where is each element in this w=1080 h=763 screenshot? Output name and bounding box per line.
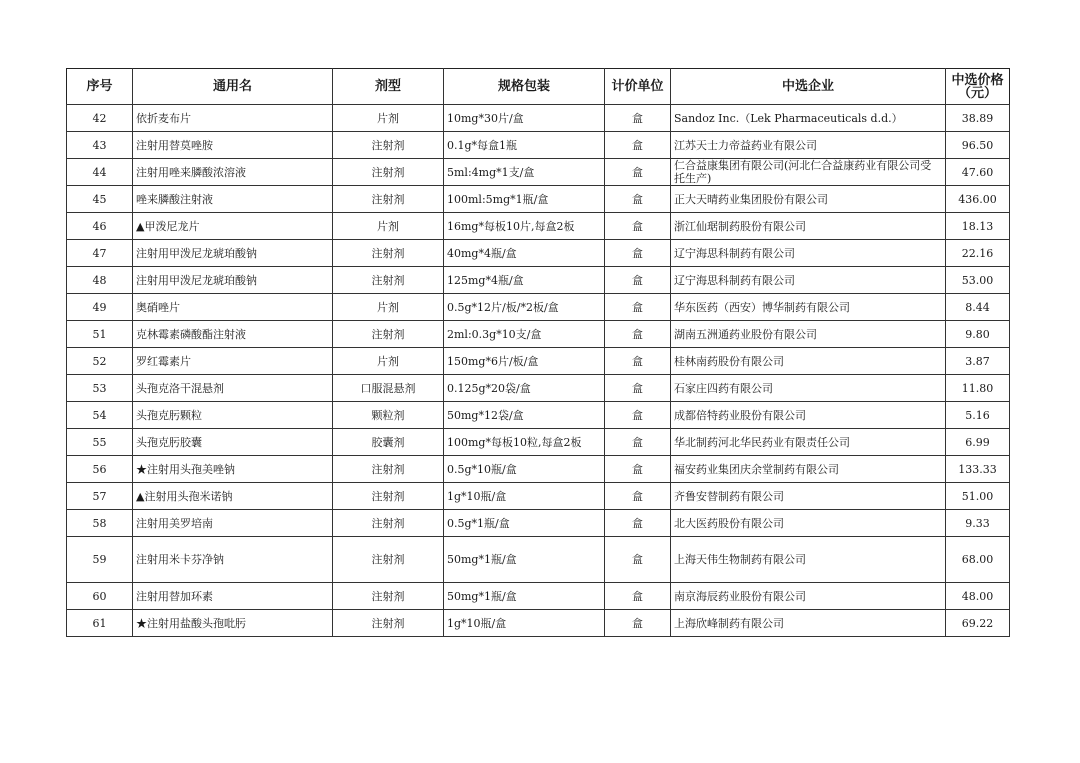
cell-dosage-form: 注射剂 <box>333 186 444 213</box>
cell-winning-enterprise: 福安药业集团庆余堂制药有限公司 <box>671 456 946 483</box>
cell-winning-enterprise: 上海欣峰制药有限公司 <box>671 610 946 637</box>
cell-generic-name: ★注射用盐酸头孢吡肟 <box>133 610 333 637</box>
cell-serial-no: 43 <box>67 132 133 159</box>
cell-winning-price: 3.87 <box>946 348 1010 375</box>
cell-serial-no: 48 <box>67 267 133 294</box>
table-row <box>67 610 1010 637</box>
cell-winning-price: 5.16 <box>946 402 1010 429</box>
cell-winning-enterprise: 华北制药河北华民药业有限责任公司 <box>671 429 946 456</box>
cell-dosage-form: 口服混悬剂 <box>333 375 444 402</box>
table-row <box>67 267 1010 294</box>
cell-dosage-form: 注射剂 <box>333 583 444 610</box>
cell-dosage-form: 片剂 <box>333 294 444 321</box>
cell-generic-name: 注射用唑来膦酸浓溶液 <box>133 159 333 186</box>
cell-winning-price: 96.50 <box>946 132 1010 159</box>
cell-generic-name: 注射用甲泼尼龙琥珀酸钠 <box>133 240 333 267</box>
cell-winning-enterprise: 仁合益康集团有限公司(河北仁合益康药业有限公司受托生产) <box>671 159 946 186</box>
cell-spec-package: 10mg*30片/盒 <box>444 105 605 132</box>
cell-winning-enterprise: 浙江仙琚制药股份有限公司 <box>671 213 946 240</box>
cell-generic-name: 注射用美罗培南 <box>133 510 333 537</box>
cell-dosage-form: 注射剂 <box>333 321 444 348</box>
cell-pricing-unit: 盒 <box>605 267 671 294</box>
cell-winning-enterprise: 成都倍特药业股份有限公司 <box>671 402 946 429</box>
cell-serial-no: 58 <box>67 510 133 537</box>
cell-pricing-unit: 盒 <box>605 294 671 321</box>
header-winning-price: 中选价格（元） <box>946 69 1010 105</box>
cell-spec-package: 1g*10瓶/盒 <box>444 483 605 510</box>
cell-generic-name: 注射用米卡芬净钠 <box>133 537 333 583</box>
cell-pricing-unit: 盒 <box>605 375 671 402</box>
table-row <box>67 213 1010 240</box>
table-row <box>67 321 1010 348</box>
cell-serial-no: 44 <box>67 159 133 186</box>
cell-dosage-form: 片剂 <box>333 348 444 375</box>
cell-winning-enterprise: 南京海辰药业股份有限公司 <box>671 583 946 610</box>
cell-winning-enterprise: 齐鲁安替制药有限公司 <box>671 483 946 510</box>
header-pricing-unit: 计价单位 <box>605 69 671 105</box>
cell-winning-price: 68.00 <box>946 537 1010 583</box>
header-row <box>67 69 1010 105</box>
cell-generic-name: 依折麦布片 <box>133 105 333 132</box>
cell-generic-name: ▲注射用头孢米诺钠 <box>133 483 333 510</box>
cell-winning-enterprise: 辽宁海思科制药有限公司 <box>671 267 946 294</box>
cell-winning-enterprise: 桂林南药股份有限公司 <box>671 348 946 375</box>
cell-winning-price: 133.33 <box>946 456 1010 483</box>
cell-spec-package: 5ml:4mg*1支/盒 <box>444 159 605 186</box>
cell-winning-enterprise: 华东医药（西安）博华制药有限公司 <box>671 294 946 321</box>
cell-pricing-unit: 盒 <box>605 348 671 375</box>
cell-winning-price: 53.00 <box>946 267 1010 294</box>
cell-winning-price: 6.99 <box>946 429 1010 456</box>
cell-winning-price: 47.60 <box>946 159 1010 186</box>
cell-generic-name: 头孢克洛干混悬剂 <box>133 375 333 402</box>
cell-generic-name: ▲甲泼尼龙片 <box>133 213 333 240</box>
cell-pricing-unit: 盒 <box>605 610 671 637</box>
cell-winning-price: 51.00 <box>946 483 1010 510</box>
header-serial-no: 序号 <box>67 69 133 105</box>
cell-dosage-form: 颗粒剂 <box>333 402 444 429</box>
table-header <box>67 69 1010 105</box>
cell-winning-enterprise: 江苏天士力帝益药业有限公司 <box>671 132 946 159</box>
cell-winning-price: 11.80 <box>946 375 1010 402</box>
cell-pricing-unit: 盒 <box>605 483 671 510</box>
table-row <box>67 240 1010 267</box>
cell-spec-package: 50mg*12袋/盒 <box>444 402 605 429</box>
cell-winning-enterprise: 辽宁海思科制药有限公司 <box>671 240 946 267</box>
cell-spec-package: 50mg*1瓶/盒 <box>444 583 605 610</box>
table-body <box>67 105 1010 637</box>
cell-pricing-unit: 盒 <box>605 456 671 483</box>
header-spec-package: 规格包装 <box>444 69 605 105</box>
cell-serial-no: 46 <box>67 213 133 240</box>
cell-pricing-unit: 盒 <box>605 402 671 429</box>
cell-generic-name: 头孢克肟胶囊 <box>133 429 333 456</box>
cell-dosage-form: 注射剂 <box>333 456 444 483</box>
cell-generic-name: 头孢克肟颗粒 <box>133 402 333 429</box>
cell-serial-no: 52 <box>67 348 133 375</box>
drug-price-table <box>66 68 1010 637</box>
cell-winning-price: 22.16 <box>946 240 1010 267</box>
cell-serial-no: 53 <box>67 375 133 402</box>
table-row <box>67 294 1010 321</box>
cell-spec-package: 16mg*每板10片,每盒2板 <box>444 213 605 240</box>
header-winning-enterprise: 中选企业 <box>671 69 946 105</box>
cell-dosage-form: 注射剂 <box>333 610 444 637</box>
cell-spec-package: 50mg*1瓶/盒 <box>444 537 605 583</box>
cell-winning-enterprise: Sandoz Inc.（Lek Pharmaceuticals d.d.） <box>671 105 946 132</box>
cell-dosage-form: 注射剂 <box>333 510 444 537</box>
cell-dosage-form: 注射剂 <box>333 483 444 510</box>
cell-serial-no: 57 <box>67 483 133 510</box>
cell-generic-name: 注射用替莫唑胺 <box>133 132 333 159</box>
cell-pricing-unit: 盒 <box>605 240 671 267</box>
cell-dosage-form: 注射剂 <box>333 537 444 583</box>
cell-pricing-unit: 盒 <box>605 186 671 213</box>
cell-pricing-unit: 盒 <box>605 510 671 537</box>
cell-serial-no: 56 <box>67 456 133 483</box>
cell-spec-package: 0.1g*每盒1瓶 <box>444 132 605 159</box>
cell-spec-package: 0.5g*1瓶/盒 <box>444 510 605 537</box>
cell-winning-enterprise: 湖南五洲通药业股份有限公司 <box>671 321 946 348</box>
cell-winning-price: 436.00 <box>946 186 1010 213</box>
cell-pricing-unit: 盒 <box>605 583 671 610</box>
cell-serial-no: 42 <box>67 105 133 132</box>
cell-spec-package: 2ml:0.3g*10支/盒 <box>444 321 605 348</box>
cell-serial-no: 61 <box>67 610 133 637</box>
cell-winning-enterprise: 石家庄四药有限公司 <box>671 375 946 402</box>
cell-pricing-unit: 盒 <box>605 321 671 348</box>
cell-generic-name: 克林霉素磷酸酯注射液 <box>133 321 333 348</box>
table-row <box>67 510 1010 537</box>
table-row <box>67 402 1010 429</box>
cell-serial-no: 55 <box>67 429 133 456</box>
cell-dosage-form: 注射剂 <box>333 159 444 186</box>
cell-dosage-form: 胶囊剂 <box>333 429 444 456</box>
cell-pricing-unit: 盒 <box>605 429 671 456</box>
cell-generic-name: ★注射用头孢美唑钠 <box>133 456 333 483</box>
table-row <box>67 375 1010 402</box>
cell-spec-package: 100mg*每板10粒,每盒2板 <box>444 429 605 456</box>
table-row <box>67 159 1010 186</box>
cell-spec-package: 0.5g*12片/板/*2板/盒 <box>444 294 605 321</box>
cell-serial-no: 45 <box>67 186 133 213</box>
cell-spec-package: 100ml:5mg*1瓶/盒 <box>444 186 605 213</box>
header-generic-name: 通用名 <box>133 69 333 105</box>
cell-serial-no: 49 <box>67 294 133 321</box>
cell-winning-price: 9.80 <box>946 321 1010 348</box>
table-row <box>67 456 1010 483</box>
cell-winning-price: 8.44 <box>946 294 1010 321</box>
cell-spec-package: 150mg*6片/板/盒 <box>444 348 605 375</box>
table-row <box>67 537 1010 583</box>
cell-generic-name: 注射用替加环素 <box>133 583 333 610</box>
table-row <box>67 429 1010 456</box>
cell-dosage-form: 注射剂 <box>333 132 444 159</box>
cell-dosage-form: 片剂 <box>333 105 444 132</box>
cell-serial-no: 47 <box>67 240 133 267</box>
cell-pricing-unit: 盒 <box>605 159 671 186</box>
cell-winning-price: 48.00 <box>946 583 1010 610</box>
cell-winning-price: 9.33 <box>946 510 1010 537</box>
cell-dosage-form: 片剂 <box>333 213 444 240</box>
cell-winning-price: 38.89 <box>946 105 1010 132</box>
cell-serial-no: 60 <box>67 583 133 610</box>
cell-spec-package: 0.5g*10瓶/盒 <box>444 456 605 483</box>
table-row <box>67 105 1010 132</box>
table-row <box>67 583 1010 610</box>
table-row <box>67 186 1010 213</box>
cell-generic-name: 唑来膦酸注射液 <box>133 186 333 213</box>
cell-generic-name: 奥硝唑片 <box>133 294 333 321</box>
header-dosage-form: 剂型 <box>333 69 444 105</box>
cell-winning-enterprise: 正大天晴药业集团股份有限公司 <box>671 186 946 213</box>
cell-dosage-form: 注射剂 <box>333 240 444 267</box>
table-row <box>67 483 1010 510</box>
cell-winning-price: 18.13 <box>946 213 1010 240</box>
cell-generic-name: 罗红霉素片 <box>133 348 333 375</box>
cell-spec-package: 40mg*4瓶/盒 <box>444 240 605 267</box>
cell-spec-package: 0.125g*20袋/盒 <box>444 375 605 402</box>
cell-pricing-unit: 盒 <box>605 537 671 583</box>
cell-dosage-form: 注射剂 <box>333 267 444 294</box>
table-row <box>67 132 1010 159</box>
cell-pricing-unit: 盒 <box>605 105 671 132</box>
cell-serial-no: 54 <box>67 402 133 429</box>
cell-pricing-unit: 盒 <box>605 213 671 240</box>
cell-winning-enterprise: 北大医药股份有限公司 <box>671 510 946 537</box>
cell-serial-no: 59 <box>67 537 133 583</box>
cell-generic-name: 注射用甲泼尼龙琥珀酸钠 <box>133 267 333 294</box>
cell-winning-enterprise: 上海天伟生物制药有限公司 <box>671 537 946 583</box>
cell-spec-package: 125mg*4瓶/盒 <box>444 267 605 294</box>
cell-winning-price: 69.22 <box>946 610 1010 637</box>
cell-pricing-unit: 盒 <box>605 132 671 159</box>
cell-spec-package: 1g*10瓶/盒 <box>444 610 605 637</box>
table-row <box>67 348 1010 375</box>
cell-serial-no: 51 <box>67 321 133 348</box>
